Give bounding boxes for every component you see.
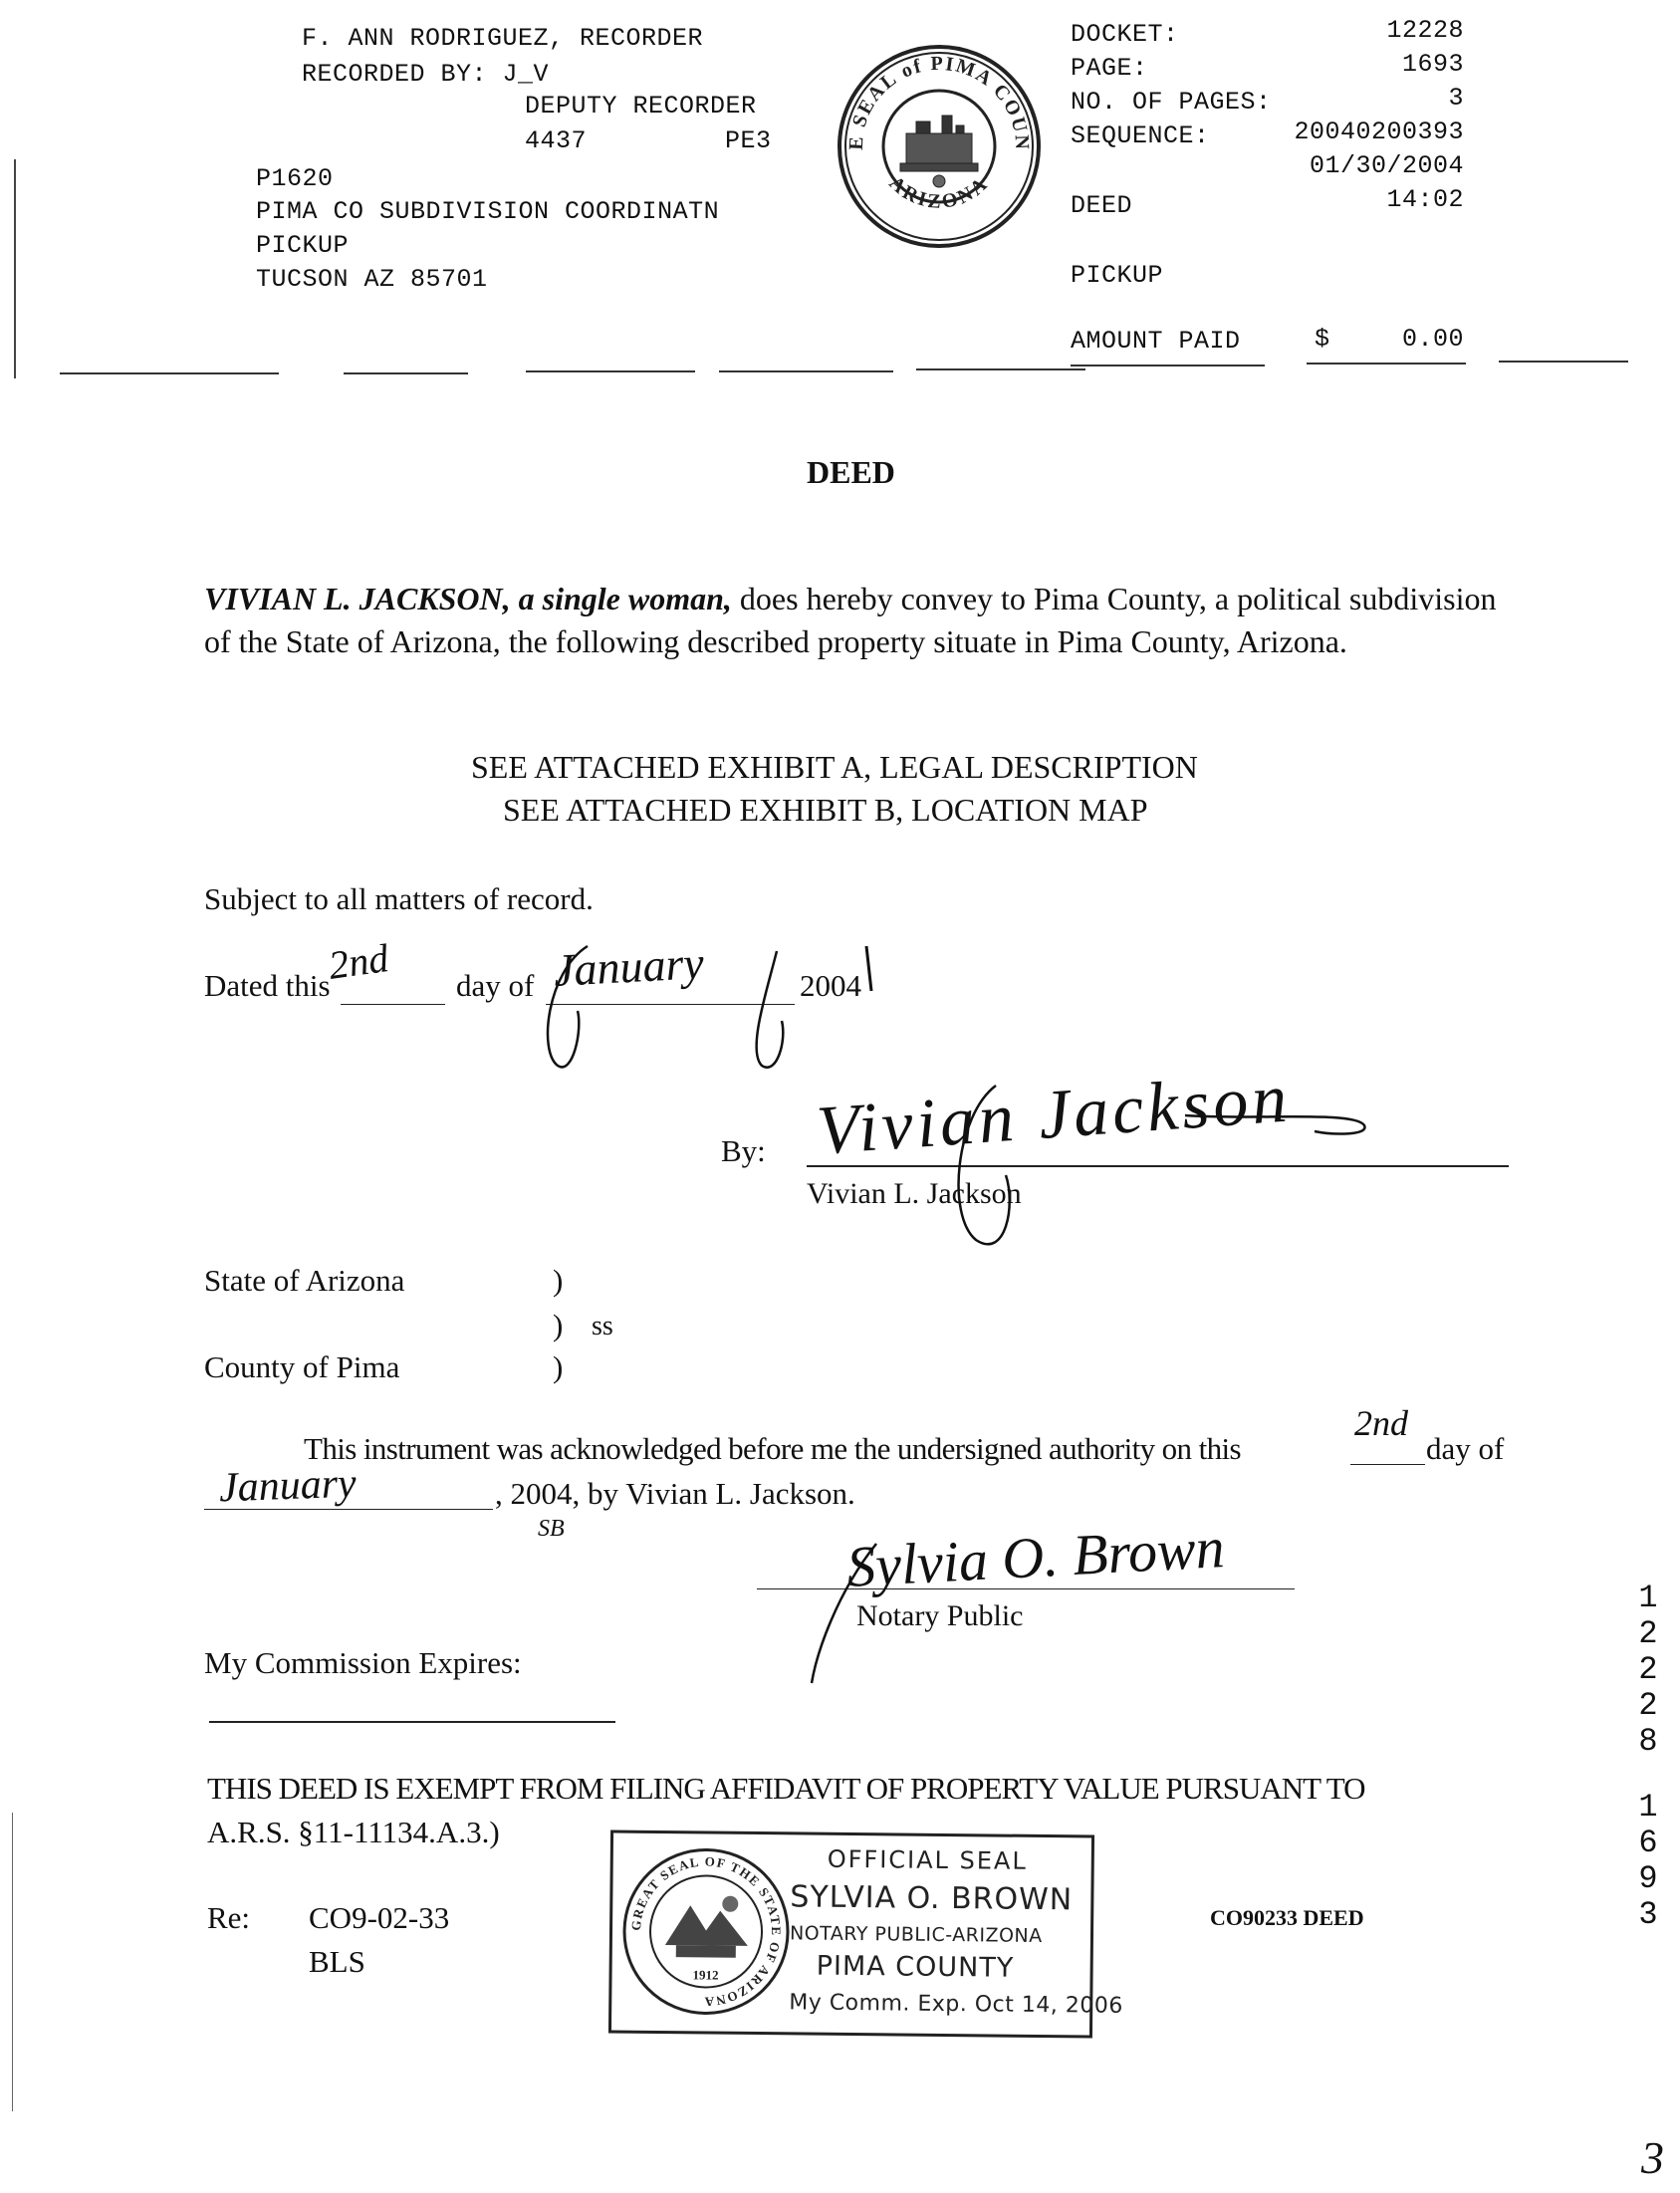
side-digit: 3 [1638,1896,1658,1933]
subject-clause: Subject to all matters of record. [204,881,594,916]
pages-label: NO. OF PAGES: [1071,88,1272,117]
recorded-by: RECORDED BY: J_V [302,60,550,89]
recorder-pickup: PICKUP [256,231,350,260]
seal-top-text: E SEAL of PIMA COUN [844,52,1034,152]
dated-month-handwritten: January [552,937,705,996]
side-digit: 8 [1638,1723,1658,1760]
seal-emblem-icon [900,116,978,187]
left-margin-line [12,1813,13,2111]
dated-month-flourish-icon [538,931,876,1081]
side-digit: 2 [1638,1651,1658,1688]
ack-day-line [1350,1464,1425,1465]
state-seal-ring-text: GREAT SEAL OF THE STATE OF ARIZONA [627,1853,785,2010]
county-seal [835,42,1044,251]
docket-label: DOCKET: [1071,20,1179,49]
record-date: 01/30/2004 [1309,151,1464,180]
recorder-id: 4437 [525,126,588,155]
recorder-city: TUCSON AZ 85701 [256,265,488,294]
amount-label: AMOUNT PAID [1071,327,1241,356]
exhibit-a: SEE ATTACHED EXHIBIT A, LEGAL DESCRIPTION [471,749,1198,785]
ack-day-suffix: day of [1426,1431,1505,1466]
side-digit: 2 [1638,1687,1658,1724]
commission-line [209,1721,615,1723]
conveyance-line-2: of the State of Arizona, the following described property situate in Pima County, Arizona. [204,623,1347,659]
stamp-notary-role: NOTARY PUBLIC-ARIZONA [789,1922,1043,1948]
grantor-status: a single woman, [518,581,732,616]
reference-initials: BLS [309,1944,365,1979]
ack-day-handwritten: 2nd [1354,1403,1408,1443]
exhibit-b: SEE ATTACHED EXHIBIT B, LOCATION MAP [503,792,1148,828]
ack-initials-handwritten: SB [538,1516,565,1542]
dated-day-line [341,1004,445,1005]
dated-year: 2004 [800,968,861,1003]
re-label: Re: [207,1900,251,1935]
grantor-signature: Vivian Jackson [814,1060,1294,1170]
deed-title: DEED [807,454,895,490]
docket-pickup: PICKUP [1071,261,1164,290]
stamp-notary-name: SYLVIA O. BROWN [790,1879,1074,1918]
state-seal-icon [619,1845,793,2019]
recorder-agency: PIMA CO SUBDIVISION COORDINATN [256,197,720,226]
notary-signature: Sylvia O. Brown [844,1515,1227,1599]
ack-year-text: , 2004, by Vivian L. Jackson. [495,1476,855,1511]
signature-flourish-icon [936,1066,1374,1265]
venue-ss: ss [592,1311,613,1341]
grantor-name: VIVIAN L. JACKSON, [204,581,511,616]
state-seal-year: 1912 [692,1967,719,1983]
side-digit: 6 [1638,1825,1658,1861]
recorder-id-suffix: PE3 [725,126,772,155]
dated-day-handwritten: 2nd [326,935,391,988]
venue-county: County of Pima [204,1349,400,1384]
amount-value: 0.00 [1401,325,1464,354]
file-code: CO90233 DEED [1210,1905,1364,1930]
notary-public-label: Notary Public [856,1599,1024,1632]
page-value: 1693 [1401,50,1464,79]
header-left-border [14,159,16,378]
venue-paren-2: ) [553,1308,564,1342]
document-type: DEED [1071,191,1133,220]
re-value: CO9-02-33 [309,1900,450,1935]
exemption-line-2: A.R.S. §11-11134.A.3.) [207,1815,500,1849]
sequence-value: 20040200393 [1294,118,1464,146]
deputy-recorder: DEPUTY RECORDER [525,92,757,121]
recorder-code: P1620 [256,164,334,193]
seal-bottom-text: ARIZONA [884,171,994,213]
side-digit: 9 [1638,1860,1658,1897]
venue-paren-3: ) [553,1349,564,1384]
stamp-official: OFFICIAL SEAL [827,1844,1028,1875]
acknowledgment-text: This instrument was acknowledged before me the undersigned authority on this [304,1431,1241,1466]
recorder-name: F. ANN RODRIGUEZ, RECORDER [302,24,704,53]
commission-expires: My Commission Expires: [204,1645,522,1680]
side-digit: 1 [1638,1789,1658,1826]
side-digit: 2 [1638,1615,1658,1652]
sequence-label: SEQUENCE: [1071,122,1210,150]
amount-currency: $ [1315,325,1330,354]
ack-month-handwritten: January [218,1460,358,1512]
record-time: 14:02 [1386,185,1464,214]
dated-mid: day of [456,968,535,1003]
page-label: PAGE: [1071,54,1148,83]
conveyance-line-1: does hereby convey to Pima County, a political subdivision [739,581,1497,616]
signer-name: Vivian L. Jackson [807,1177,1022,1210]
exemption-line-1: THIS DEED IS EXEMPT FROM FILING AFFIDAVIT OF PROPERTY VALUE PURSUANT TO [207,1771,1365,1806]
venue-paren-1: ) [553,1263,564,1298]
docket-value: 12228 [1386,16,1464,45]
page-mark: 3 [1641,2132,1664,2183]
notary-stamp [608,1829,1123,2038]
stamp-expiration: My Comm. Exp. Oct 14, 2006 [789,1990,1123,2019]
dated-prefix: Dated this [204,968,331,1003]
stamp-county: PIMA COUNTY [816,1950,1015,1984]
grantor-line [204,581,1497,617]
side-digit: 1 [1638,1580,1658,1616]
by-label: By: [721,1133,766,1168]
pages-value: 3 [1448,84,1464,113]
venue-state: State of Arizona [204,1263,405,1298]
